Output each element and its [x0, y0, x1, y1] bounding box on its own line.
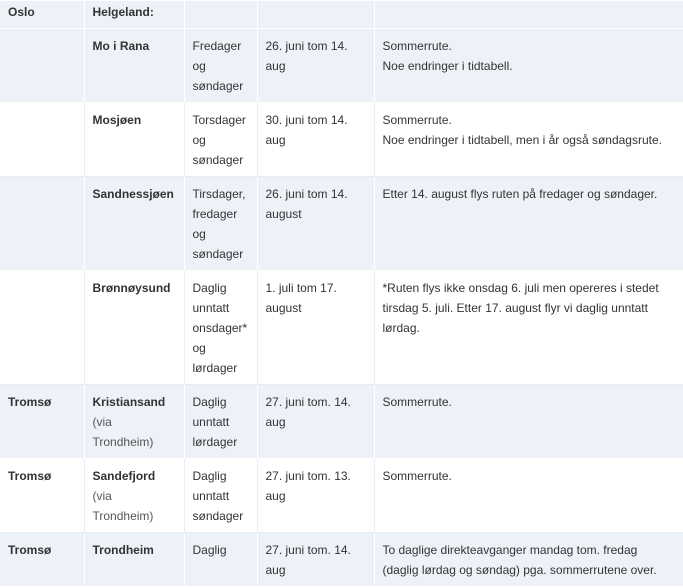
note-line: Sommerrute.	[382, 395, 452, 409]
route-destination	[84, 177, 184, 271]
route-note	[374, 385, 683, 459]
route-note	[374, 459, 683, 533]
destination-via: (via Trondheim)	[92, 415, 154, 449]
header-days	[184, 1, 257, 29]
route-note	[374, 177, 683, 271]
note-line: Noe endringer i tidtabell.	[382, 59, 513, 73]
operating-days: Daglig	[184, 533, 257, 587]
operating-period: 26. juni tom 14. aug	[257, 29, 374, 103]
destination-name: Trondheim	[92, 543, 154, 557]
route-note	[374, 103, 683, 177]
operating-days: Tirsdager, fredager og søndager	[184, 177, 257, 271]
operating-period: 27. juni tom. 14. aug	[257, 533, 374, 587]
operating-period: 27. juni tom. 13. aug	[257, 459, 374, 533]
operating-days: Fredager og søndager	[184, 29, 257, 103]
operating-period: 26. juni tom 14. august	[257, 177, 374, 271]
operating-days: Daglig unntatt søndager	[184, 459, 257, 533]
destination-via: (via Trondheim)	[92, 489, 154, 523]
route-destination	[84, 271, 184, 385]
header-period	[257, 1, 374, 29]
destination-name: Sandnessjøen	[92, 187, 174, 201]
destination-name: Kristiansand	[92, 395, 166, 409]
operating-days: Daglig unntatt lørdager	[184, 385, 257, 459]
table-header-row	[0, 1, 683, 29]
operating-days: Torsdager og søndager	[184, 103, 257, 177]
route-from	[0, 29, 84, 103]
route-destination	[84, 533, 184, 587]
route-note	[374, 533, 683, 587]
table-row	[0, 533, 683, 587]
operating-days: Daglig unntatt onsdager* og lørdager	[184, 271, 257, 385]
table-row	[0, 177, 683, 271]
route-destination	[84, 29, 184, 103]
header-note	[374, 1, 683, 29]
route-from	[0, 177, 84, 271]
route-destination	[84, 103, 184, 177]
note-line: To daglige direkteavganger mandag tom. fredag (daglig lørdag og søndag) pga. sommerrutene over.	[382, 543, 657, 577]
operating-period: 30. juni tom 14. aug	[257, 103, 374, 177]
destination-name: Sandefjord	[92, 469, 156, 483]
route-note	[374, 271, 683, 385]
note-line: Sommerrute.	[382, 39, 452, 53]
operating-period: 1. juli tom 17. august	[257, 271, 374, 385]
note-line: *Ruten flys ikke onsdag 6. juli men opereres i stedet tirsdag 5. juli. Etter 17. august flyr vi daglig unntatt lørdag.	[382, 281, 659, 335]
destination-name: Mosjøen	[92, 113, 142, 127]
destination-name: Mo i Rana	[92, 39, 150, 53]
route-note	[374, 29, 683, 103]
route-destination	[84, 385, 184, 459]
header-from: Oslo	[0, 1, 84, 29]
note-line: Etter 14. august flys ruten på fredager og søndager.	[382, 187, 658, 201]
route-from	[0, 271, 84, 385]
route-from: Tromsø	[0, 459, 84, 533]
header-to: Helgeland:	[84, 1, 184, 29]
operating-period: 27. juni tom. 14. aug	[257, 385, 374, 459]
table-row	[0, 103, 683, 177]
route-from: Tromsø	[0, 385, 84, 459]
destination-name: Brønnøysund	[92, 281, 171, 295]
note-line: Sommerrute.	[382, 469, 452, 483]
route-from: Tromsø	[0, 533, 84, 587]
route-from	[0, 103, 84, 177]
table-row	[0, 271, 683, 385]
table-row	[0, 459, 683, 533]
table-row	[0, 29, 683, 103]
route-destination	[84, 459, 184, 533]
note-line: Sommerrute.	[382, 113, 452, 127]
note-line: Noe endringer i tidtabell, men i år også søndagsrute.	[382, 133, 662, 147]
table-row	[0, 385, 683, 459]
